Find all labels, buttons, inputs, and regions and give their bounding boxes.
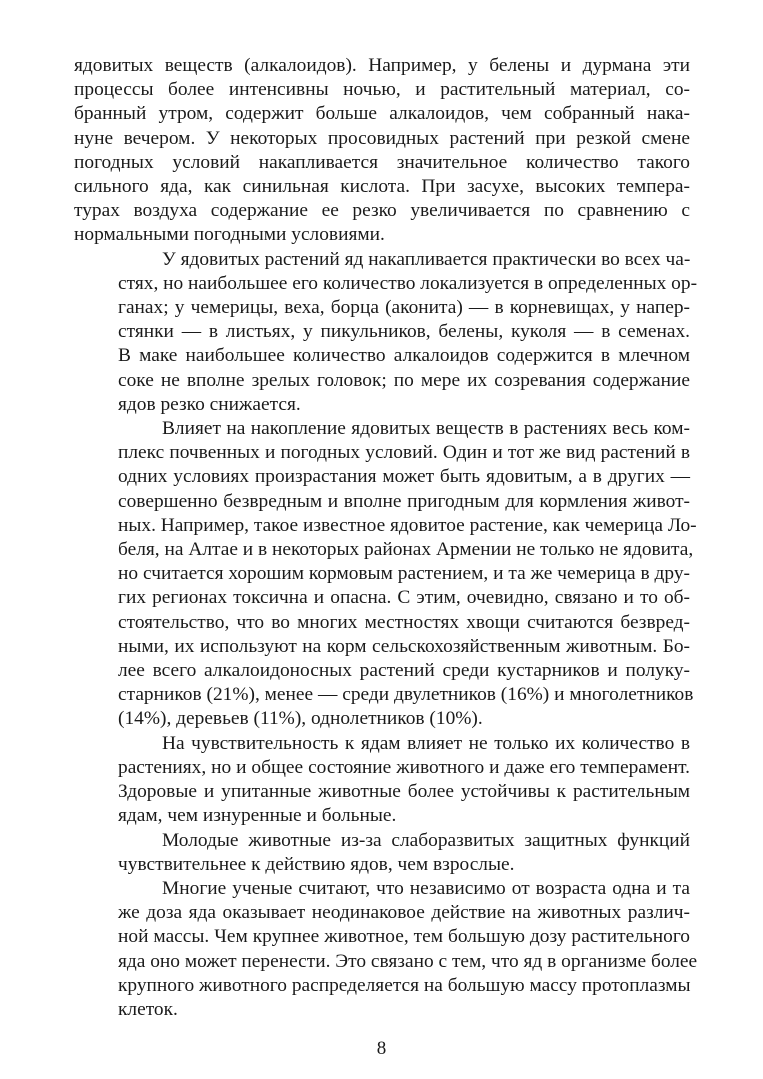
text-line: совершенно безвредным и вполне пригодным для кормления живот- <box>118 490 690 512</box>
text-line: ядовитых веществ (алкалоидов). Например, у белены и дурмана эти <box>74 55 690 76</box>
paragraph-5 <box>74 829 690 877</box>
text-line: ных. Например, такое известное ядовитое растение, как чемерица Ло- <box>118 514 697 536</box>
text-line: погодных условий накапливается значительное количество такого <box>74 151 690 173</box>
text-line: На чувствительность к ядам влияет не только их количество в <box>162 732 690 754</box>
text-line: плекс почвенных и погодных условий. Один и тот же вид растений в <box>118 442 690 464</box>
text-line: процессы более интенсивны ночью, и растительный материал, со- <box>74 79 690 101</box>
text-line: лее всего алкалоидоносных растений среди кустарников и полуку- <box>118 660 690 682</box>
text-line: сильного яда, как синильная кислота. При засухе, высоких темпера- <box>74 176 690 198</box>
text-line: чувствительнее к действию ядов, чем взрослые. <box>118 853 515 875</box>
text-line: беля, на Алтае и в некоторых районах Армении не только не ядовита, <box>118 539 694 561</box>
text-line: ными, их используют на корм сельскохозяйственным животным. Бо- <box>118 635 690 657</box>
text-line: растениях, но и общее состояние животного и даже его темперамент. <box>118 756 690 778</box>
text-line: нормальными погодными условиями. <box>74 224 385 246</box>
text-line: У ядовитых растений яд накапливается практически во всех ча- <box>162 248 691 270</box>
text-line: Здоровые и упитанные животные более устойчивы к растительным <box>118 781 690 803</box>
text-line: бранный утром, содержит больше алкалоидов, чем собранный нака- <box>74 103 690 125</box>
text-line: стянки — в листьях, у пикульников, белены, куколя — в семенах. <box>118 321 690 343</box>
body-text <box>74 54 698 1022</box>
text-line: но считается хорошим кормовым растением, и та же чемерица в дру- <box>118 563 690 585</box>
text-line: ганах; у чемерицы, веха, борца (аконита) — в корневищах, у напер- <box>118 297 690 319</box>
page-number: 8 <box>376 1038 387 1059</box>
paragraph-2 <box>74 248 698 417</box>
paragraph-6 <box>74 877 698 1022</box>
text-line: Влияет на накопление ядовитых веществ в растениях весь ком- <box>162 418 690 440</box>
text-line: же доза яда оказывает неодинаковое действие на животных различ- <box>118 902 690 924</box>
text-line: стях, но наибольшее его количество локализуется в определенных ор- <box>118 272 698 294</box>
text-line: Многие ученые считают, что независимо от возраста одна и та <box>162 877 690 899</box>
text-line: ядам, чем изнуренные и больные. <box>118 805 397 827</box>
text-line: одних условиях произрастания может быть ядовитым, а в других — <box>118 466 690 488</box>
text-line: нуне вечером. У некоторых просовидных растений при резкой смене <box>74 127 690 149</box>
paragraph-4 <box>74 732 690 829</box>
text-line: (14%), деревьев (11%), однолетников (10%). <box>118 708 483 730</box>
text-line: Молодые животные из-за слаборазвитых защитных функций <box>162 829 690 851</box>
text-line: клеток. <box>118 998 178 1020</box>
text-line: стоятельство, что во многих местностях хвощи считаются безвред- <box>118 611 690 633</box>
text-line: В маке наибольшее количество алкалоидов содержится в млечном <box>118 345 690 367</box>
text-line: старников (21%), менее — среди двулетников (16%) и многолетников <box>118 684 694 706</box>
document-page <box>74 54 698 1022</box>
text-line: соке не вполне зрелых головок; по мере их созревания содержание <box>118 369 690 391</box>
text-line: ядов резко снижается. <box>118 393 301 415</box>
text-line: гих регионах токсична и опасна. С этим, очевидно, связано и то об- <box>118 587 690 609</box>
text-line: крупного животного распределяется на большую массу протоплазмы <box>118 974 691 996</box>
text-line: турах воздуха содержание ее резко увеличивается по сравнению с <box>74 200 690 222</box>
text-line: яда оно может перенести. Это связано с тем, что яд в организме более <box>118 950 698 972</box>
text-line: ной массы. Чем крупнее животное, тем большую дозу растительного <box>118 926 690 948</box>
paragraph-1 <box>74 54 690 248</box>
paragraph-3 <box>74 417 697 732</box>
